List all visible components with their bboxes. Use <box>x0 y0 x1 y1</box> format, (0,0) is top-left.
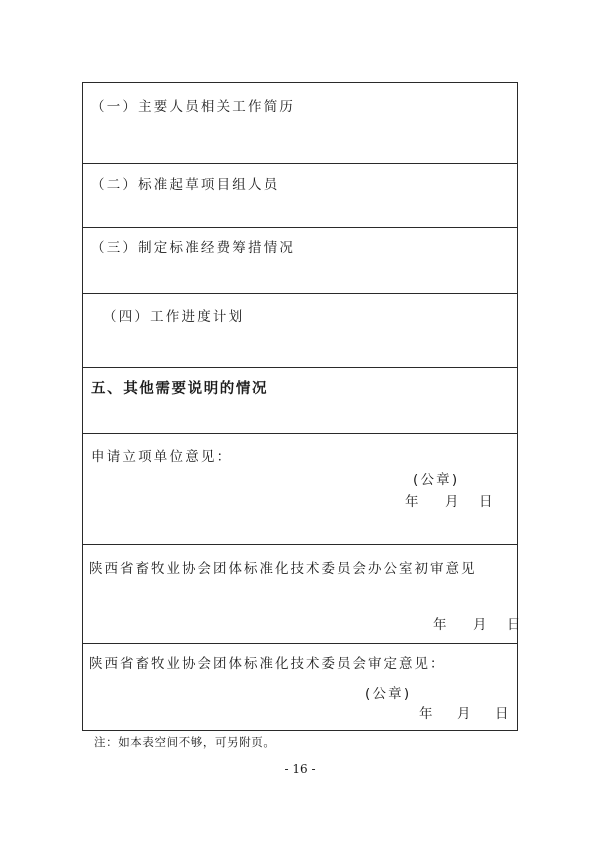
application-form-table <box>82 82 523 731</box>
section-progress-plan-label: （四）工作进度计划 <box>103 309 245 325</box>
applicant-seal-label: (公章) <box>413 472 460 488</box>
applicant-date-day: 日 <box>479 494 495 510</box>
section-progress-plan <box>83 294 517 368</box>
applicant-opinion-row <box>83 434 517 545</box>
section-work-resumes-label: （一）主要人员相关工作简历 <box>91 99 296 115</box>
committee-date-month: 月 <box>457 706 473 722</box>
section-funding-label: （三）制定标准经费筹措情况 <box>91 240 296 256</box>
office-preliminary-review-label: 陕西省畜牧业协会团体标准化技术委员会办公室初审意见 <box>89 561 477 577</box>
office-preliminary-review-row <box>83 545 523 644</box>
committee-seal-label: (公章) <box>365 686 412 702</box>
section-work-resumes <box>83 83 517 164</box>
section-funding <box>83 228 517 294</box>
section-drafting-team <box>83 164 517 228</box>
office-review-date-year: 年 <box>433 617 449 633</box>
applicant-date-year: 年 <box>405 494 421 510</box>
footnote: 注：如本表空间不够，可另附页。 <box>94 735 276 749</box>
office-review-date-day: 日 <box>507 617 523 633</box>
committee-approval-row <box>83 644 517 730</box>
committee-date-day: 日 <box>495 706 511 722</box>
section-other-notes <box>83 368 517 434</box>
office-review-date-month: 月 <box>473 617 489 633</box>
page-number: - 16 - <box>284 762 316 776</box>
applicant-opinion-label: 申请立项单位意见： <box>91 449 233 465</box>
applicant-date-month: 月 <box>445 494 461 510</box>
committee-approval-label: 陕西省畜牧业协会团体标准化技术委员会审定意见： <box>89 656 446 672</box>
committee-date-year: 年 <box>419 706 435 722</box>
section-drafting-team-label: （二）标准起草项目组人员 <box>91 177 280 193</box>
section-other-notes-label: 五、其他需要说明的情况 <box>91 381 269 397</box>
